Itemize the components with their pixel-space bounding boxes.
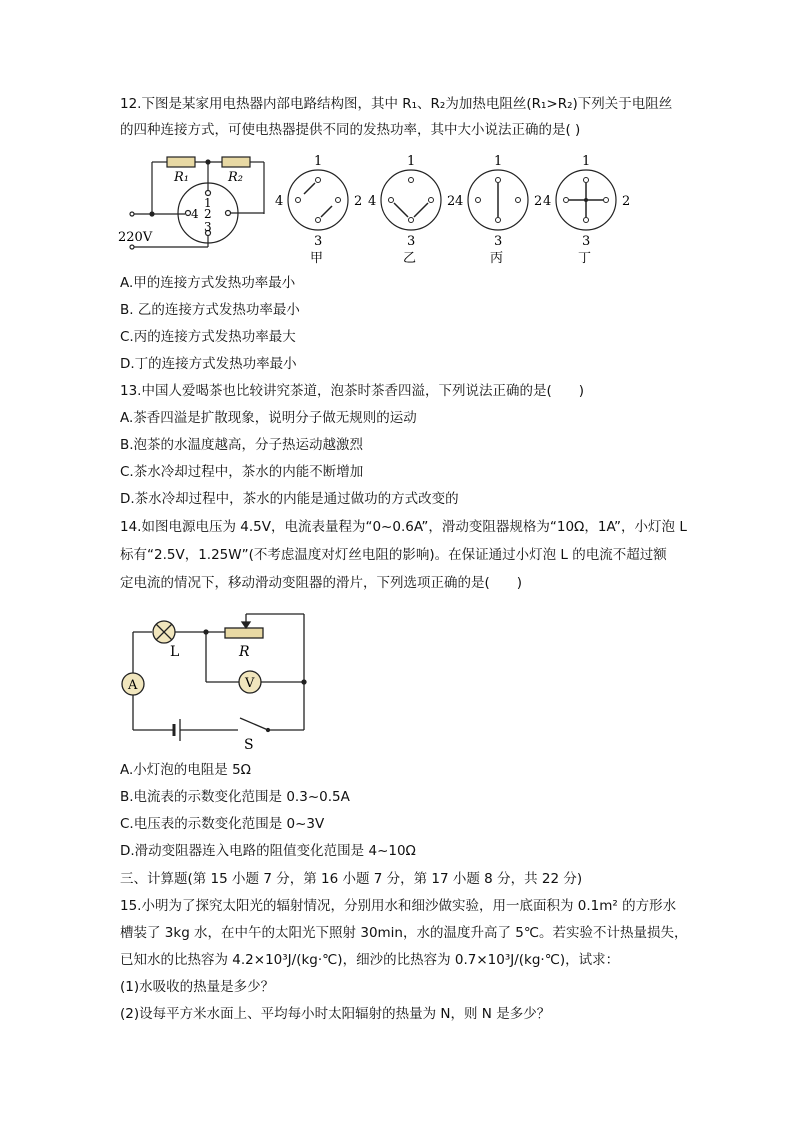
rheostat-label: R — [239, 644, 250, 660]
svg-text:1: 1 — [314, 154, 323, 169]
r1-label: R₁ — [174, 170, 189, 185]
q12-option-c: C.丙的连接方式发热功率最大 — [120, 329, 296, 345]
q15-stem-line1: 15.小明为了探究太阳光的辐射情况，分别用水和细沙做实验，用一底面积为 0.1m² 的方形水 — [120, 898, 677, 914]
q13-option-a: A.茶香四溢是扩散现象，说明分子做无规则的运动 — [120, 410, 417, 426]
q14-stem-line2: 标有“2.5V，1.25W”(不考虑温度对灯丝电阻的影响)。在保证通过小灯泡 L 的电流不超过额 — [120, 547, 667, 563]
terminal-3-label: 3 — [204, 220, 212, 234]
connection-jia — [275, 154, 362, 266]
terminal-2-label: 2 — [204, 207, 212, 221]
connection-ding — [543, 154, 630, 266]
terminal-1-label: 1 — [204, 196, 212, 210]
label-jia: 甲 — [310, 251, 324, 266]
switch-label: S — [244, 737, 254, 753]
svg-text:4: 4 — [543, 194, 552, 209]
q14-option-a: A.小灯泡的电阻是 5Ω — [120, 762, 251, 778]
svg-text:4: 4 — [368, 194, 377, 209]
q12-stem-line1: 12.下图是某家用电热器内部电路结构图，其中 R₁、R₂为加热电阻丝(R₁>R₂)下列关于电阻丝 — [120, 96, 673, 112]
svg-text:1: 1 — [407, 154, 416, 169]
svg-text:3: 3 — [314, 234, 323, 249]
q12-circuit-figure — [112, 150, 631, 268]
q13-option-c: C.茶水冷却过程中，茶水的内能不断增加 — [120, 464, 364, 480]
q13-option-b: B.泡茶的水温度越高，分子热运动越激烈 — [120, 437, 364, 453]
q15-stem-line3: 已知水的比热容为 4.2×10³J/(kg·℃)，细沙的比热容为 0.7×10³J/(kg·℃)，试求： — [120, 952, 620, 968]
q14-stem-line1: 14.如图电源电压为 4.5V，电流表量程为“0~0.6A”，滑动变阻器规格为“10Ω，1A”，小灯泡 L — [120, 519, 687, 535]
q15-subquestion-1: (1)水吸收的热量是多少？ — [120, 979, 275, 995]
voltage-label: 220V — [118, 230, 153, 245]
label-ding: 丁 — [578, 251, 592, 266]
svg-text:3: 3 — [582, 234, 591, 249]
q15-subquestion-2: (2)设每平方米水面上、平均每小时太阳辐射的热量为 N，则 N 是多少？ — [120, 1006, 551, 1022]
q12-option-a: A.甲的连接方式发热功率最小 — [120, 275, 296, 291]
svg-text:2: 2 — [447, 194, 456, 209]
svg-text:1: 1 — [582, 154, 591, 169]
q14-stem-line3: 定电流的情况下，移动滑动变阻器的滑片，下列选项正确的是( ) — [120, 575, 523, 591]
svg-text:2: 2 — [354, 194, 363, 209]
q12-stem-line2: 的四种连接方式，可使电热器提供不同的发热功率，其中大小说法正确的是( ) — [120, 122, 581, 138]
svg-text:4: 4 — [275, 194, 284, 209]
svg-text:2: 2 — [622, 194, 631, 209]
q15-stem-line2: 槽装了 3kg 水，在中午的太阳光下照射 30min，水的温度升高了 5℃。若实验不计热量损失， — [120, 925, 688, 941]
section-3-heading: 三、计算题(第 15 小题 7 分，第 16 小题 7 分，第 17 小题 8 分，共 22 分) — [120, 871, 583, 887]
svg-text:4: 4 — [455, 194, 464, 209]
r2-label: R₂ — [228, 170, 243, 185]
q12-option-d: D.丁的连接方式发热功率最小 — [120, 356, 297, 372]
svg-text:3: 3 — [494, 234, 503, 249]
q13-stem: 13.中国人爱喝茶也比较讲究茶道，泡茶时茶香四溢，下列说法正确的是( ) — [120, 383, 585, 399]
svg-text:3: 3 — [407, 234, 416, 249]
ammeter-label: A — [128, 678, 138, 693]
terminal-4-label: 4 — [191, 207, 199, 221]
svg-text:1: 1 — [494, 154, 503, 169]
q14-option-b: B.电流表的示数变化范围是 0.3~0.5A — [120, 789, 350, 805]
svg-text:2: 2 — [534, 194, 543, 209]
rheostat-icon — [225, 628, 263, 638]
label-bing: 丙 — [490, 251, 504, 266]
q12-option-b: B. 乙的连接方式发热功率最小 — [120, 302, 300, 318]
connection-yi — [368, 154, 455, 266]
lamp-label: L — [170, 644, 180, 660]
q13-option-d: D.茶水冷却过程中，茶水的内能是通过做功的方式改变的 — [120, 491, 459, 507]
q14-circuit-figure — [118, 610, 318, 755]
q14-option-c: C.电压表的示数变化范围是 0~3V — [120, 816, 325, 832]
connection-bing — [455, 154, 542, 266]
label-yi: 乙 — [403, 251, 417, 266]
q14-option-d: D.滑动变阻器连入电路的阻值变化范围是 4~10Ω — [120, 843, 416, 859]
voltmeter-label: V — [245, 676, 255, 691]
resistor-r2 — [222, 157, 250, 167]
resistor-r1 — [167, 157, 195, 167]
